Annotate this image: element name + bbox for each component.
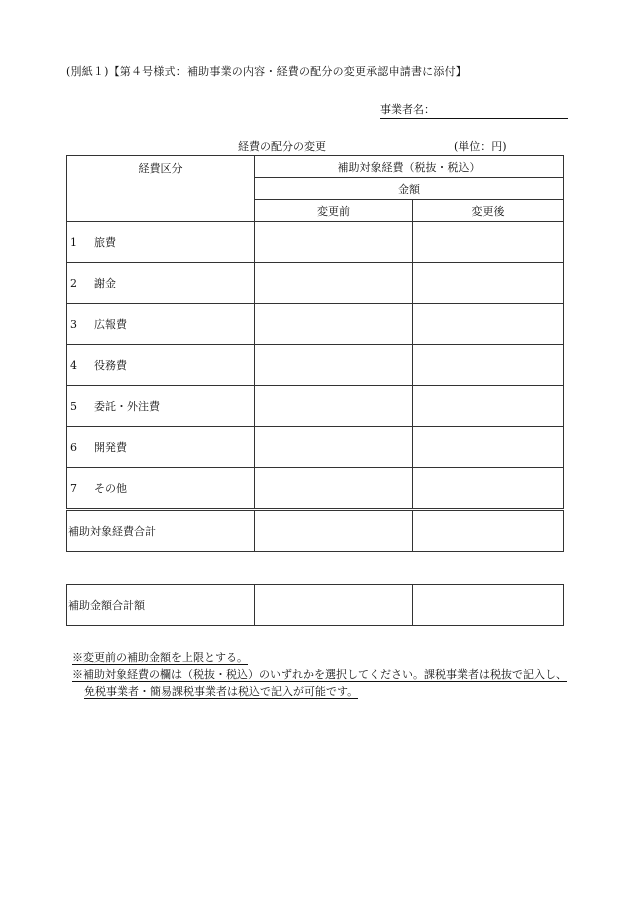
row-name: 委託・外注費 [94,400,160,413]
header-eligible-expense: 補助対象経費（税抜・税込） [255,156,564,178]
row-name: 開発費 [94,441,127,454]
cell-after-other[interactable] [413,468,564,510]
table-row [67,427,564,468]
cell-before-outsourcing[interactable] [255,386,413,427]
cell-before-travel[interactable] [255,222,413,263]
row-number: 5 [70,400,77,413]
row-number: 4 [70,359,77,372]
table-row [67,222,564,263]
table-unit: (単位：円) [454,140,507,153]
note-line-2: ※補助対象経費の欄は（税抜・税込）のいずれかを選択してください。課税事業者は税抜で記入し、 [72,668,567,681]
table-caption [66,138,563,154]
expense-allocation-table [66,155,564,552]
total-label: 補助対象経費合計 [67,510,255,552]
row-label-publicity [67,304,255,345]
row-name: その他 [94,482,127,495]
row-number: 2 [70,277,77,290]
applicant-name-label: 事業者名： [380,103,435,116]
subsidy-total-table [66,584,564,626]
cell-after-services[interactable] [413,345,564,386]
row-number: 1 [70,236,77,249]
cell-before-publicity[interactable] [255,304,413,345]
cell-before-subsidy[interactable] [255,585,413,626]
cell-before-honorarium[interactable] [255,263,413,304]
row-number: 7 [70,482,77,495]
table-row [67,263,564,304]
cell-after-outsourcing[interactable] [413,386,564,427]
table-title: 経費の配分の変更 [238,140,326,153]
table-row [67,304,564,345]
table-row [67,386,564,427]
applicant-name-field[interactable] [380,101,568,119]
row-label-development [67,427,255,468]
row-label-honorarium [67,263,255,304]
header-amount: 金額 [255,178,564,200]
table-row [67,468,564,510]
row-name: 広報費 [94,318,127,331]
note-line-3: 免税事業者・簡易課税事業者は税込で記入が可能です。 [84,685,359,698]
table-row [67,585,564,626]
header-before-change: 変更前 [255,200,413,222]
header-expense-category: 経費区分 [67,156,255,222]
cell-before-other[interactable] [255,468,413,510]
row-label-services [67,345,255,386]
table-row [67,345,564,386]
cell-after-total[interactable] [413,510,564,552]
cell-after-subsidy[interactable] [413,585,564,626]
form-title: (別紙１)【第４号様式：補助事業の内容・経費の配分の変更承認申請書に添付】 [66,65,467,78]
subsidy-total-label: 補助金額合計額 [67,585,255,626]
cell-after-travel[interactable] [413,222,564,263]
cell-after-honorarium[interactable] [413,263,564,304]
cell-before-services[interactable] [255,345,413,386]
notes-section [72,649,567,700]
header-after-change: 変更後 [413,200,564,222]
row-name: 役務費 [94,359,127,372]
row-label-travel [67,222,255,263]
row-number: 6 [70,441,77,454]
cell-after-publicity[interactable] [413,304,564,345]
row-label-other [67,468,255,510]
row-number: 3 [70,318,77,331]
total-row [67,510,564,552]
row-name: 旅費 [94,236,116,249]
row-name: 謝金 [94,277,116,290]
row-label-outsourcing [67,386,255,427]
cell-before-total[interactable] [255,510,413,552]
cell-before-development[interactable] [255,427,413,468]
note-line-1: ※変更前の補助金額を上限とする。 [72,651,248,664]
cell-after-development[interactable] [413,427,564,468]
